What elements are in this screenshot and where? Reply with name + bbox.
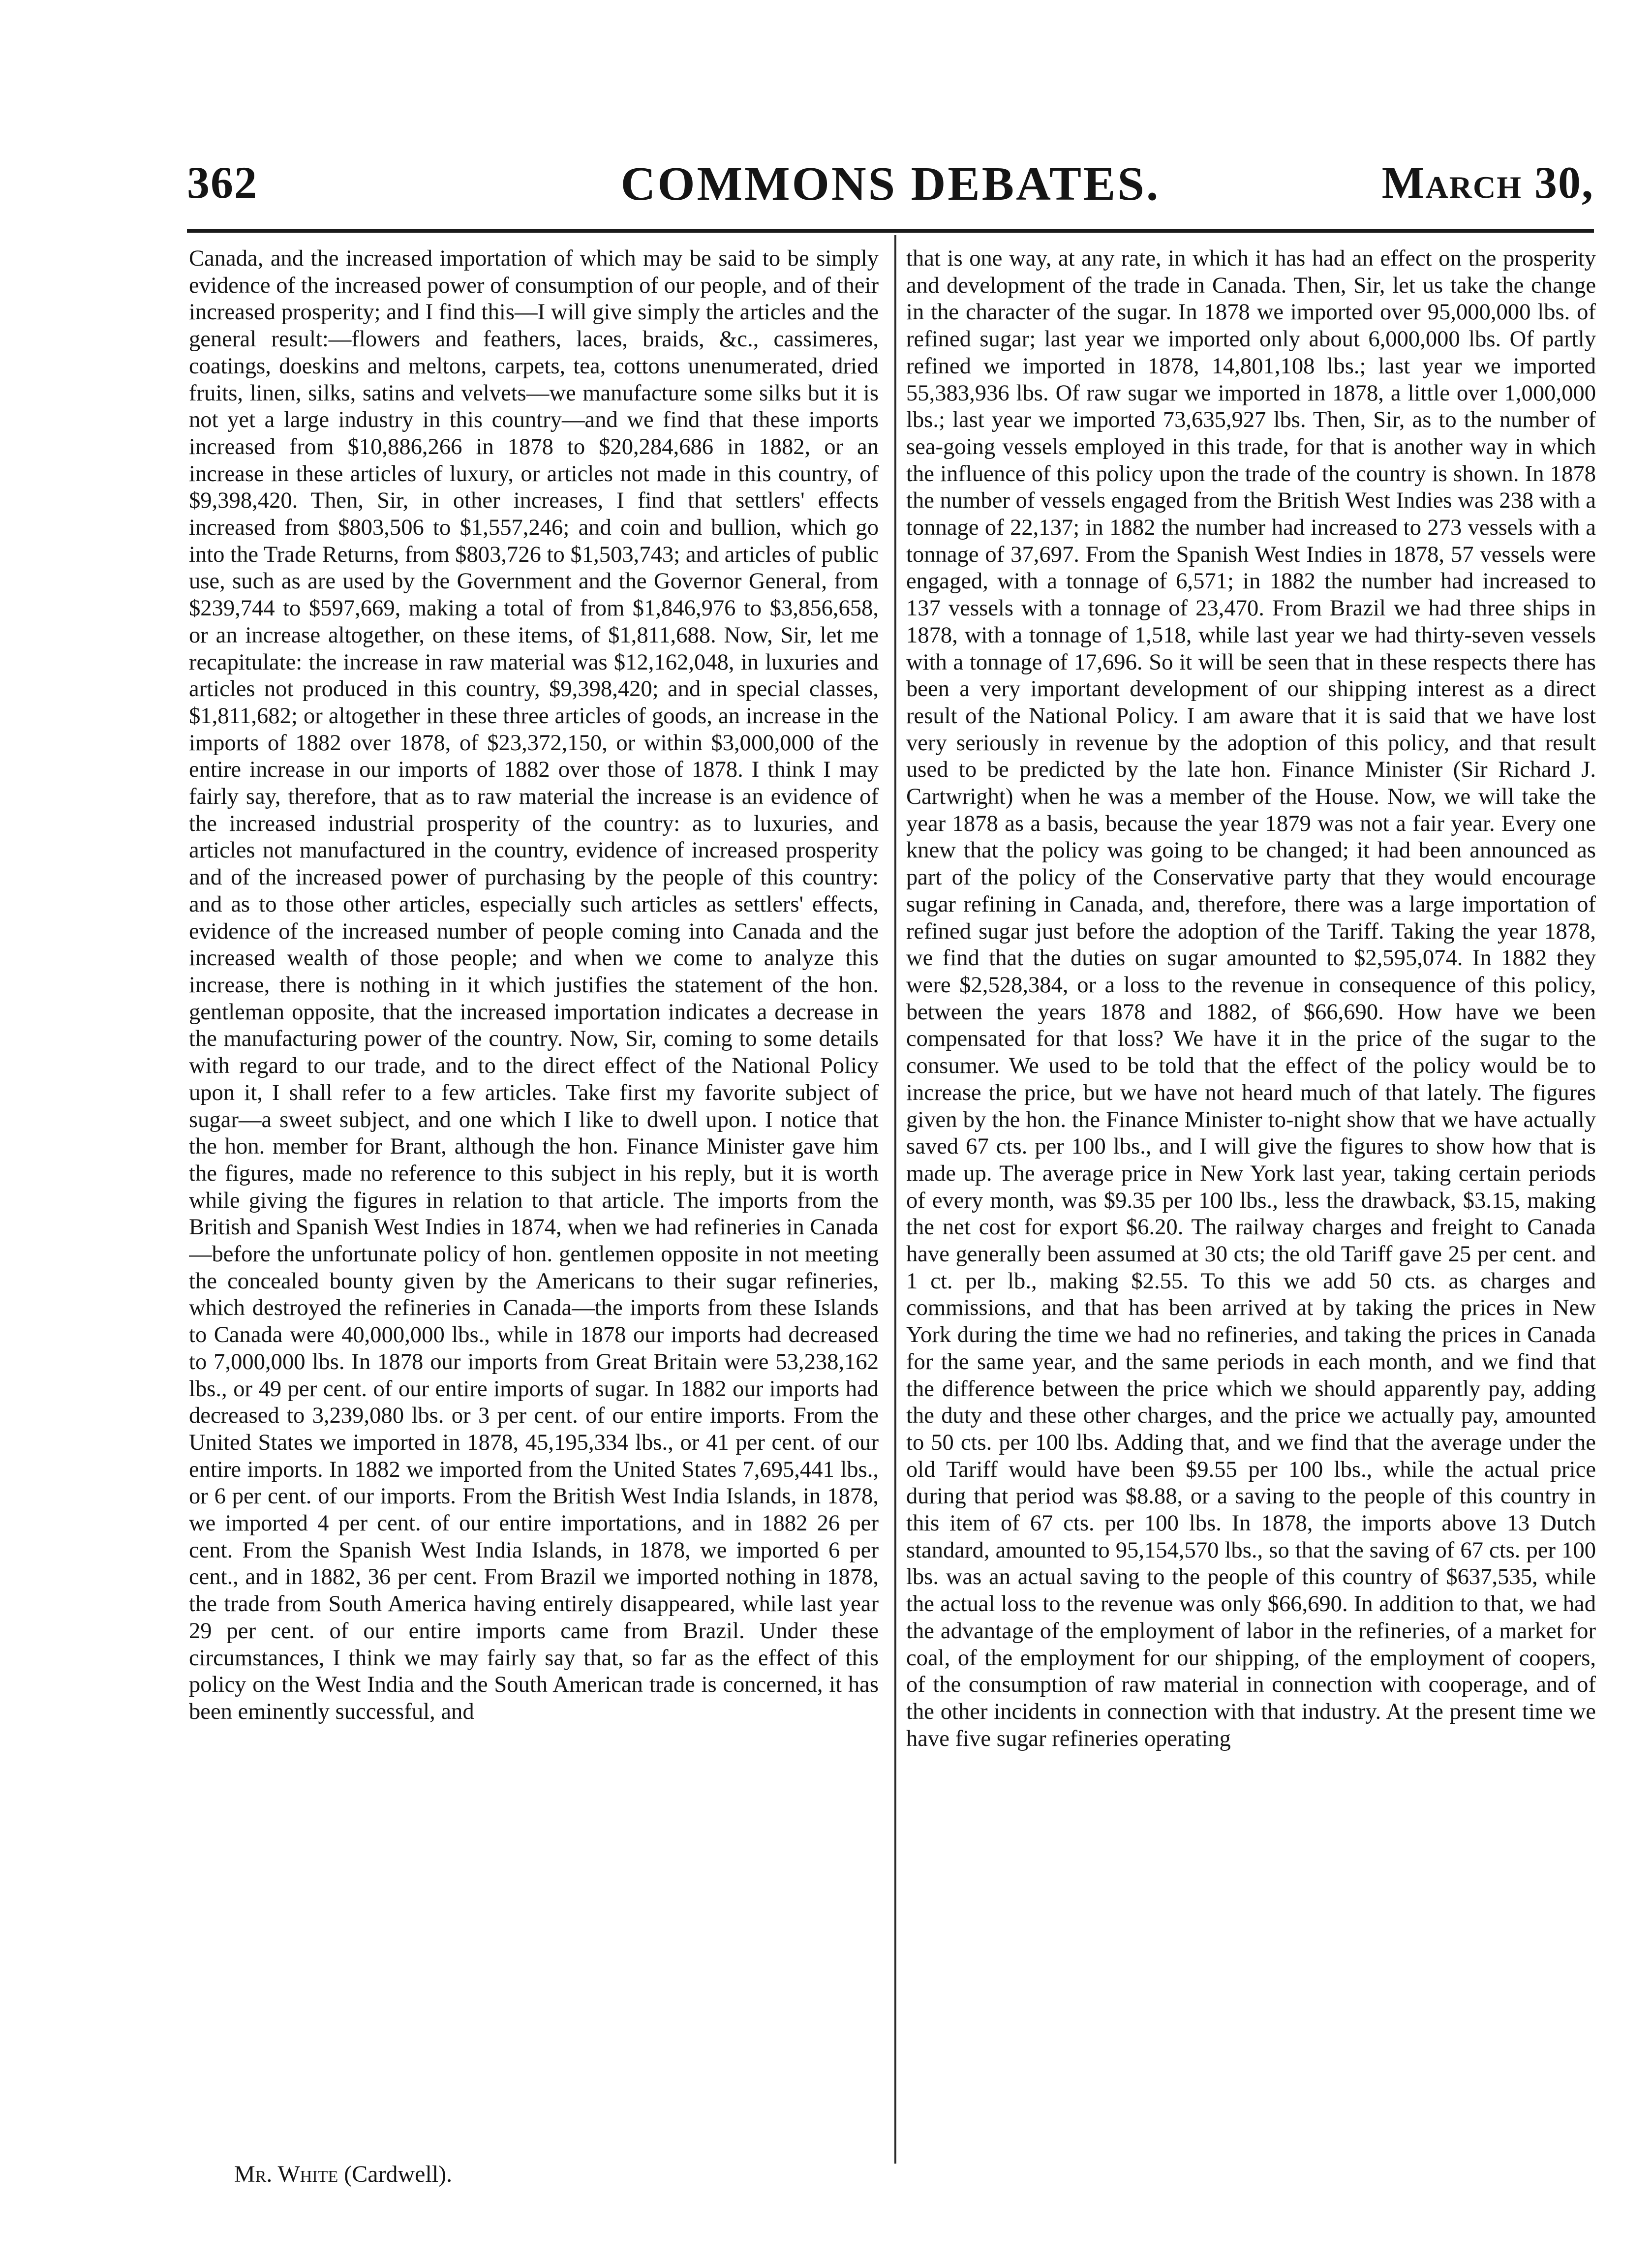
column-divider [894,235,896,2164]
page-number: 362 [187,157,258,208]
speaker-name: Mr. White [234,2161,338,2187]
speaker-riding: (Cardwell). [344,2161,453,2187]
header-rule [187,229,1594,233]
page-title: COMMONS DEBATES. [620,157,1161,211]
left-column-text: Canada, and the increased importation of which may be said to be simply evidence of the increased power of consumption of our people, and of their increased prosperity; and I find this—I will give simply the articles and the general result:—flowers and feathers, laces, braids, &c., cassimeres, coatings, doeskins and meltons, carpets, tea, cottons unenumerated, dried fruits, linen, silks, satins and velvets—we manufacture some silks but it is not yet a large industry in this country—and we find that these imports increased from $10,886,266 in 1878 to $20,284,686 in 1882, or an increase in these articles of luxury, or articles not made in this country, of $9,398,420. Then, Sir, in other increases, I find that settlers' effects increased from $803,506 to $1,557,246; and coin and bullion, which go into the Trade Returns, from $803,726 to $1,503,743; and articles of public use, such as are used by the Government and the Governor General, from $239,744 to $597,669, making a total of from $1,846,976 to $3,856,658, or an increase altogether, on these items, of $1,811,688. Now, Sir, let me recapitulate: the increase in raw material was $12,162,048, in luxuries and articles not produced in this country, $9,398,420; and in special classes, $1,811,682; or altogether in these three articles of goods, an increase in the imports of 1882 over 1878, of $23,372,150, or within $3,000,000 of the entire increase in our imports of 1882 over those of 1878. I think I may fairly say, therefore, that as to raw material the increase is an evidence of the increased industrial prosperity of the country: as to luxuries, and articles not manufactured in the country, evidence of increased prosperity and of the increased power of purchasing by the people of this country: and as to those other articles, especially such articles as settlers' effects, evidence of the increased number of people coming into Canada and the increased wealth of those people; and when we come to analyze this increase, there is nothing in it which justifies the statement of the hon. gentleman opposite, that the increased importation indicates a decrease in the manufacturing power of the country. Now, Sir, coming to some details with regard to our trade, and to the direct effect of the National Policy upon it, I shall refer to a few articles. Take first my favorite subject of sugar—a sweet subject, and one which I like to dwell upon. I notice that the hon. member for Brant, although the hon. Finance Minister gave him the figures, made no reference to this subject in his reply, but it is worth while giving the figures in relation to that article. The imports from the British and Spanish West Indies in 1874, when we had refineries in Canada—before the unfortunate policy of hon. gentlemen opposite in not meeting the concealed bounty given by the Americans to their sugar refineries, which destroyed the refineries in Canada—the imports from these Islands to Canada were 40,000,000 lbs., while in 1878 our imports had decreased to 7,000,000 lbs. In 1878 our imports from Great Britain were 53,238,162 lbs., or 49 per cent. of our entire imports of sugar. In 1882 our imports had decreased to 3,239,080 lbs. or 3 per cent. of our entire imports. From the United States we imported in 1878, 45,195,334 lbs., or 41 per cent. of our entire imports. In 1882 we imported from the United States 7,695,441 lbs., or 6 per cent. of our imports. From the British West India Islands, in 1878, we imported 4 per cent. of our entire importations, and in 1882 26 per cent. From the Spanish West India Islands, in 1878, we imported 6 per cent., and in 1882, 36 per cent. From Brazil we imported nothing in 1878, the trade from South America having entirely disappeared, while last year 29 per cent. of our entire imports came from Brazil. Under these circumstances, I think we may fairly say that, so far as the effect of this policy on the West India and the South American trade is concerned, it has been eminently successful, and [189,245,879,1724]
right-column [906,245,1596,2154]
speaker-footer [234,2160,452,2189]
right-column-text: that is one way, at any rate, in which it has had an effect on the prosperity and development of the trade in Canada. Then, Sir, let us take the change in the character of the sugar. In 1878 we imported over 95,000,000 lbs. of refined sugar; last year we imported only about 6,000,000 lbs. Of partly refined we imported in 1878, 14,801,108 lbs.; last year we imported 55,383,936 lbs. Of raw sugar we imported in 1878, a little over 1,000,000 lbs.; last year we imported 73,635,927 lbs. Then, Sir, as to the number of sea-going vessels employed in this trade, for that is another way in which the influence of this policy upon the trade of the country is shown. In 1878 the number of vessels engaged from the British West Indies was 238 with a tonnage of 22,137; in 1882 the number had increased to 273 vessels with a tonnage of 37,697. From the Spanish West Indies in 1878, 57 vessels were engaged, with a tonnage of 6,571; in 1882 the number had increased to 137 vessels with a tonnage of 23,470. From Brazil we had three ships in 1878, with a tonnage of 1,518, while last year we had thirty-seven vessels with a tonnage of 17,696. So it will be seen that in these respects there has been a very important development of our shipping interest as a direct result of the National Policy. I am aware that it is said that we have lost very seriously in revenue by the adoption of this policy, and that result used to be predicted by the late hon. Finance Minister (Sir Richard J. Cartwright) when he was a member of the House. Now, we will take the year 1878 as a basis, because the year 1879 was not a fair year. Every one knew that the policy was going to be changed; it had been announced as part of the policy of the Conservative party that they would encourage sugar refining in Canada, and, therefore, there was a large importation of refined sugar just before the adoption of the Tariff. Taking the year 1878, we find that the duties on sugar amounted to $2,595,074. In 1882 they were $2,528,384, or a loss to the revenue in consequence of this policy, between the years 1878 and 1882, of $66,690. How have we been compensated for that loss? We have it in the price of the sugar to the consumer. We used to be told that the effect of the policy would be to increase the price, but we have not heard much of that lately. The figures given by the hon. the Finance Minister to-night show that we have actually saved 67 cts. per 100 lbs., and I will give the figures to show how that is made up. The average price in New York last year, taking certain periods of every month, was $9.35 per 100 lbs., less the drawback, $3.15, making the net cost for export $6.20. The railway charges and freight to Canada have generally been assumed at 30 cts; the old Tariff gave 25 per cent. and 1 ct. per lb., making $2.55. To this we add 50 cts. as charges and commissions, and that has been arrived at by taking the prices in New York during the time we had no refineries, and taking the prices in Canada for the same year, and the same periods in each month, and we find that the difference between the price which we should apparently pay, adding the duty and these other charges, and the price we actually pay, amounted to 50 cts. per 100 lbs. Adding that, and we find that the average under the old Tariff would have been $9.55 per 100 lbs., while the actual price during that period was $8.88, or a saving to the people of this country in this item of 67 cts. per 100 lbs. In 1878, the imports above 13 Dutch standard, amounted to 95,154,570 lbs., so that the saving of 67 cts. per 100 lbs. was an actual saving to the people of this country of $637,535, while the actual loss to the revenue was only $66,690. In addition to that, we had the advantage of the employment of labor in the refineries, of a market for coal, of the employment for our shipping, of the employment of coopers, of the consumption of raw material in connection with cooperage, and of the other incidents in connection with that industry. At the present time we have five sugar refineries operating [906,245,1596,1751]
page-date: March 30, [1381,157,1594,208]
page-header [187,148,1594,216]
left-column [189,245,879,2154]
